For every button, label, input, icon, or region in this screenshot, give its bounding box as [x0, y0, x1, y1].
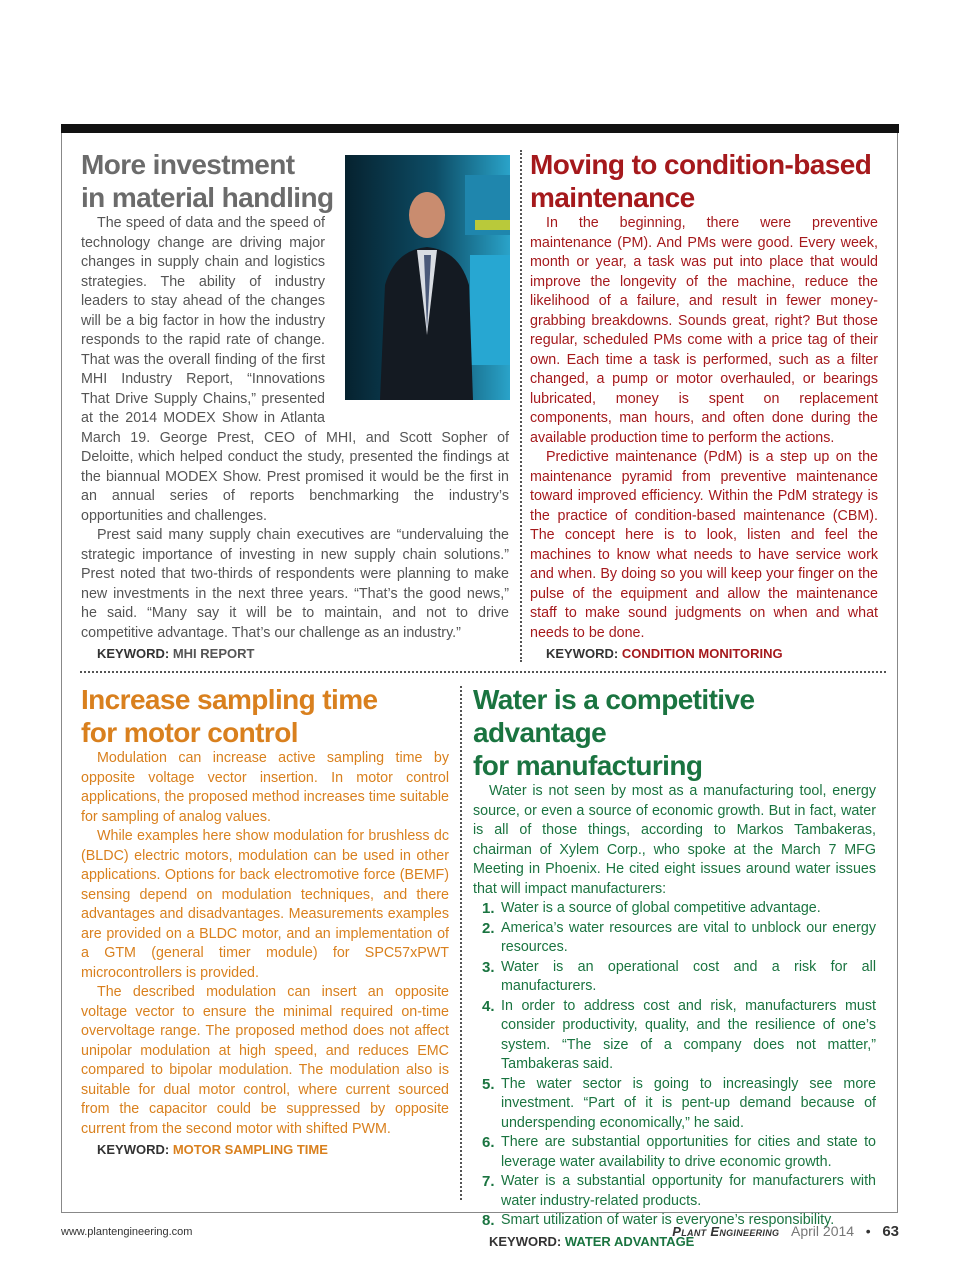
keyword-label: KEYWORD:: [489, 1233, 562, 1249]
article-title-line1: More investment: [81, 149, 295, 180]
list-number: 3.: [482, 958, 495, 976]
article-paragraph: While examples here show modulation for brushless dc (BLDC) electric motors, modulation can be used in other applications. Options for back electromotive force (BEMF) sensing depend on modulation techniques, and there advantages and disadvantages. Measurements examples are provided on a BLDC motor, and an implementation of a GTM (general timer module) for SPC57xPWT microcontrollers is provided.: [81, 828, 449, 981]
keyword-link[interactable]: WATER ADVANTAGE: [564, 1233, 695, 1249]
keyword-link[interactable]: MHI REPORT: [172, 646, 255, 661]
column-divider-bottom: [460, 686, 462, 1200]
article-title: [530, 148, 878, 214]
article-title: [81, 148, 343, 214]
column-divider-top: [520, 150, 522, 662]
list-number: 8.: [482, 1212, 495, 1229]
folio: [672, 1223, 899, 1240]
keyword-label: KEYWORD:: [97, 646, 170, 661]
row-divider: [80, 671, 886, 673]
article-paragraph: Predictive maintenance (PdM) is a step up on the maintenance pyramid from preventive maintenance toward improved efficiency. Within the PdM strategy is the practice of condition-based maintenance (CBM). The concept here is to look, listen and feel the machines to know what needs to have service work and when. By doing so you will keep your finger on the pulse of the equipment and allow the maintenance staff to make sound judgments on when and what needs to be done.: [530, 449, 878, 641]
list-number: 2.: [482, 919, 495, 937]
list-text: Water is an operational cost and a risk for all manufacturers.: [501, 958, 876, 994]
list-number: 1.: [482, 900, 495, 917]
list-item: [473, 1133, 876, 1172]
article-paragraph: In the beginning, there were preventive maintenance (PM). And PMs were good. Every week, month or year, a task was put into place that would improve the longevity of the machine, reduce the likelihood of a failure, and result in fewer money-grabbing breakdowns. Sounds great, right? But those regular, scheduled PMs come with a price tag of their own. Each time a task is performed, such as a filter changed, a pump or motor overhauled, or bearings lubricated, money is spent on replacement components, man hours, and often done during the available production time to perform the actions.: [530, 215, 878, 446]
publication-name: Plant Engineering: [672, 1224, 780, 1239]
article-paragraph: The described modulation can insert an opposite voltage vector to ensure the minimal required on-time overvoltage range. The proposed method does not affect unipolar modulation at high speed, and reduces EMC compared to bipolar modulation. The modulation also is suitable for dual motor control, where current sourced from the capacitor could be suppressed by opposite current from the second motor with shifted PWM.: [81, 984, 449, 1137]
list-text: There are substantial opportunities for cities and state to leverage water availability to drive economic growth.: [501, 1134, 876, 1170]
photo-spacer: [325, 214, 509, 412]
header-rule: [61, 124, 899, 133]
keyword-line: [546, 645, 878, 663]
article-paragraph: Prest said many supply chain executives are “undervaluing the strategic importance of investing in new supply chain solutions.” Prest noted that two-thirds of respondents were planning to make new investments in the next three years. “That’s the good news,” he said. “Many say it will be to maintain, and not to drive competitive advantage. That’s our challenge as an industry.”: [81, 527, 509, 641]
article-title: [473, 683, 876, 782]
article-title-line1: Increase sampling time: [81, 684, 378, 715]
keyword-line: [97, 1141, 449, 1159]
article-title-line1: Water is a competitive advantage: [473, 684, 755, 748]
article-paragraph: Modulation can increase active sampling time by opposite voltage vector insertion. In motor control applications, the proposed method increases time suitable for sampling of analog values.: [81, 750, 449, 825]
keyword-label: KEYWORD:: [97, 1142, 170, 1157]
list-item: [473, 919, 876, 958]
keyword-link[interactable]: CONDITION MONITORING: [621, 646, 783, 661]
list-item: [473, 1075, 876, 1134]
list-item: [473, 997, 876, 1075]
bullet-separator: •: [865, 1223, 871, 1239]
article-title: [81, 683, 449, 749]
list-number: 7.: [482, 1173, 495, 1190]
article-title-line2: in material handling: [81, 182, 334, 213]
list-item: [473, 899, 876, 919]
list-item: [473, 958, 876, 997]
article-text: The speed of data and the speed of technology change are driving major changes in supply chain and logistics strategies. The ability of industry leaders to stay ahead of the changes will be a big factor in how the industry responds to the rapid rate of change. That was the overall finding of the first MHI Industry Report, “Innovations That Drive Supply Chains,” presented at the 2014 MODEX Show in Atlanta March 19. George Prest, CEO of MHI, and Scott Sopher of Deloitte, which helped conduct the study, presented the findings at the biannual MODEX Show. Prest promised it would be the first in an annual series of reports benchmarking the industry’s opportunities and challenges.: [81, 215, 509, 524]
list-number: 5.: [482, 1075, 495, 1093]
issue-date: April 2014: [791, 1223, 855, 1239]
keyword-line: [97, 645, 509, 663]
page-number: 63: [882, 1223, 899, 1240]
keyword-label: KEYWORD:: [546, 646, 619, 661]
list-number: 6.: [482, 1134, 495, 1151]
article-title-line2: for manufacturing: [473, 750, 703, 781]
list-number: 4.: [482, 997, 495, 1015]
list-text: Water is a source of global competitive advantage.: [501, 900, 821, 916]
article-title-line2: maintenance: [530, 182, 695, 213]
list-text: The water sector is going to increasingly see more investment. “Part of it is pent-up demand because of underspending economically,” he said.: [501, 1075, 876, 1131]
article-paragraph: Water is not seen by most as a manufacturing tool, energy source, or even a source of economic growth. But in fact, water is all of those things, according to Markos Tambakeras, chairman of Xylem Corp., who spoke at the March 7 MFG Meeting in Phoenix. He cited eight issues around water issues that will impact manufacturers:: [473, 783, 876, 897]
list-text: Water is a substantial opportunity for manufacturers with water industry-related products.: [501, 1173, 876, 1209]
list-text: In order to address cost and risk, manufacturers must consider productivity, quality, and the resilience of one’s system. “The size of a company does not matter,” Tambakeras said.: [501, 997, 876, 1072]
footer-url[interactable]: www.plantengineering.com: [61, 1226, 193, 1238]
list-text: Smart utilization of water is everyone’s responsibility.: [501, 1212, 835, 1228]
article-title-line1: Moving to condition-based: [530, 149, 872, 180]
list-text: America’s water resources are vital to unblock our energy resources.: [501, 919, 876, 955]
article-title-line2: for motor control: [81, 717, 298, 748]
numbered-list: [473, 899, 876, 1231]
article-paragraph: [81, 214, 509, 526]
keyword-link[interactable]: MOTOR SAMPLING TIME: [172, 1142, 328, 1157]
list-item: [473, 1172, 876, 1211]
